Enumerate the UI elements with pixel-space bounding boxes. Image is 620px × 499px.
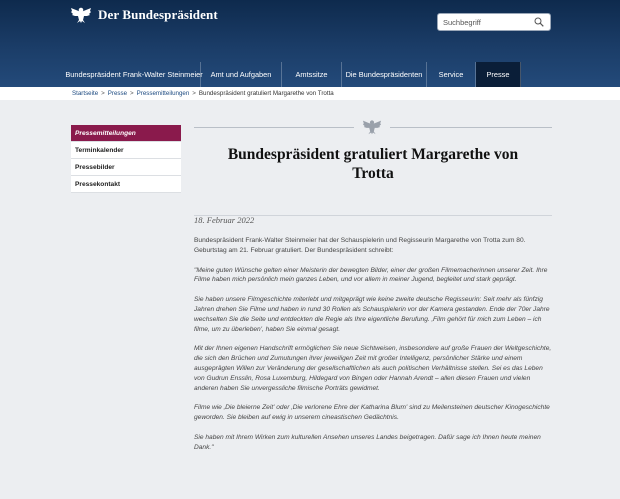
sidebar-item-terminkalender[interactable]: Terminkalender: [71, 142, 181, 159]
nav-item-amt-und-aufgaben[interactable]: Amt und Aufgaben: [201, 62, 282, 87]
eagle-icon: [70, 6, 92, 24]
site-logo[interactable]: [70, 6, 218, 24]
search-icon: [534, 17, 544, 27]
search-box: [437, 13, 551, 31]
breadcrumb-separator: >: [130, 90, 134, 97]
page-title: Bundespräsident gratuliert Margarethe von Trotta: [227, 146, 519, 182]
sidebar-item-pressemitteilungen[interactable]: Pressemitteilungen: [71, 125, 181, 142]
breadcrumb-link-startseite[interactable]: Startseite: [72, 90, 99, 97]
ornament-line-right: [390, 127, 552, 128]
breadcrumb-separator: >: [101, 90, 105, 97]
breadcrumb: [0, 87, 620, 100]
nav-item-die-bundespraesidenten[interactable]: Die Bundespräsidenten: [342, 62, 427, 87]
article-date: 18. Februar 2022: [194, 215, 255, 225]
sidebar: [71, 125, 181, 193]
logo-text: Der Bundespräsident: [98, 7, 218, 22]
article-header: [194, 117, 552, 216]
article-paragraph: Sie haben mit Ihrem Wirken zum kulturellen Ansehen unseres Landes beigetragen. Dafür sage ich Ihnen heute meinen Dank.": [194, 433, 541, 451]
article-paragraph: "Meine guten Wünsche gelten einer Meisterin der bewegten Bilder, einer der großen Filmemacherinnen unserer Zeit. Ihre Filme haben mich persönlich mein ganzes Leben, und vor allem in meiner Jugend, begleitet und stark geprägt.: [194, 266, 548, 284]
article-paragraph: Sie haben unsere Filmgeschichte miterlebt und mitgeprägt wie keine zweite deutsche Regisseurin: Seit mehr als fünfzig Jahren drehen Sie Filme und haben in rund 30 Rollen als Schauspielerin vor der Kamera gestanden. Ende der 70er Jahre wechselten Sie die Seite und entdeckten die Regie als Ihre eigentliche Berufung. ‚Film gehört für mich zum Leben – ich filme, um zu überleben', haben Sie einmal gesagt.: [194, 296, 550, 333]
main-navigation: [65, 62, 521, 87]
sidebar-item-pressebilder[interactable]: Pressebilder: [71, 159, 181, 176]
nav-item-amtssitze[interactable]: Amtssitze: [282, 62, 342, 87]
search-button[interactable]: [530, 14, 548, 30]
breadcrumb-link-pressemitteilungen[interactable]: Pressemitteilungen: [136, 90, 190, 97]
article-paragraph: Filme wie ‚Die bleierne Zeit' oder ‚Die verlorene Ehre der Katharina Blum' sind zu Meilensteinen deutscher Kinogeschichte geworden. Sie bleiben auf ewig in unserem cineastischen Gedächtnis.: [194, 404, 550, 422]
sidebar-item-pressekontakt[interactable]: Pressekontakt: [71, 176, 181, 193]
article-body: [194, 236, 554, 463]
breadcrumb-current: Bundespräsident gratuliert Margarethe von Trotta: [198, 90, 334, 97]
title-ornament: [194, 117, 552, 137]
search-input[interactable]: [438, 14, 530, 30]
article-paragraph: Bundespräsident Frank-Walter Steinmeier hat der Schauspielerin und Regisseurin Margarethe von Trotta zum 80. Geburtstag am 21. Februar gratuliert. Der Bundespräsident schreibt:: [194, 237, 526, 254]
breadcrumb-separator: >: [192, 90, 196, 97]
article-paragraph: Mit der Ihnen eigenen Handschrift ermöglichen Sie neue Sichtweisen, insbesondere auf große Frauen der Weltgeschichte, die sich den Brüchen und Zumutungen ihrer jeweiligen Zeit mit großer Intelligenz, persönlicher Stärke und einem ausgeprägten Willen zur Veränderung der gesellschaftlichen als auch politischen Verhältnisse stellen. Sei es das Leben von Gudrun Ensslin, Rosa Luxemburg, Hildegard von Bingen oder Hannah Arendt – allen diesen Frauen und vielen anderen haben Sie unvergessliche filmische Porträts gewidmet.: [194, 345, 552, 392]
ornament-line-left: [194, 127, 354, 128]
eagle-icon: [362, 118, 382, 136]
nav-item-service[interactable]: Service: [427, 62, 476, 87]
breadcrumb-link-presse[interactable]: Presse: [107, 90, 128, 97]
nav-item-bundespraesident[interactable]: Bundespräsident Frank-Walter Steinmeier: [68, 62, 201, 87]
nav-item-presse[interactable]: Presse: [476, 62, 521, 87]
